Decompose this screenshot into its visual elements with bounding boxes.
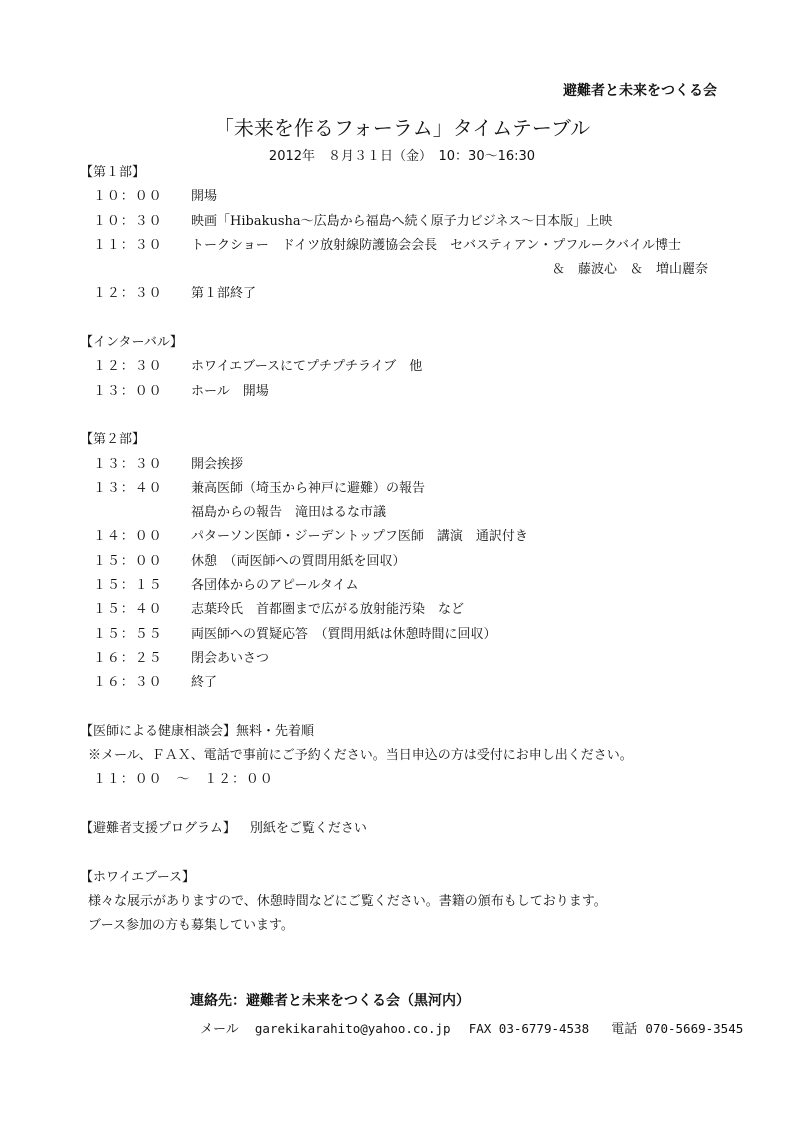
support-text: 別紙をご覧ください bbox=[249, 821, 367, 837]
schedule-row bbox=[80, 282, 760, 306]
schedule-text: 開場 bbox=[191, 189, 218, 205]
part1-heading: 【第１部】 bbox=[80, 165, 146, 180]
schedule-text: 各団体からのアピールタイム bbox=[191, 578, 359, 594]
schedule-text: 開会挨拶 bbox=[191, 456, 244, 472]
consult-time-row bbox=[80, 768, 760, 792]
spacer bbox=[80, 793, 760, 817]
schedule-row bbox=[80, 671, 760, 695]
schedule-row bbox=[80, 647, 760, 671]
foyer-line1: 様々な展示がありますので、休憩時間などにご覧ください。書籍の頒布もしております。 bbox=[88, 893, 607, 909]
schedule-row bbox=[80, 210, 760, 234]
schedule-text: 閉会あいさつ bbox=[191, 650, 270, 666]
timetable bbox=[80, 161, 760, 939]
schedule-text: ホール 開場 bbox=[191, 383, 269, 399]
fax-number: FAX 03-6779-4538 bbox=[468, 1021, 590, 1036]
consult-heading-row bbox=[80, 720, 760, 744]
part2-heading: 【第２部】 bbox=[80, 432, 146, 448]
schedule-row-continuation bbox=[80, 258, 760, 282]
schedule-time: １３：００ bbox=[93, 383, 163, 399]
schedule-row bbox=[80, 380, 760, 404]
schedule-time: １１：３０ bbox=[93, 237, 163, 253]
schedule-time: １５：５５ bbox=[93, 626, 163, 642]
schedule-text: ホワイエブースにてプチプチライブ 他 bbox=[191, 359, 423, 375]
schedule-time: １３：４０ bbox=[93, 480, 163, 496]
interval-heading: 【インターバル】 bbox=[80, 335, 183, 351]
tel-number: 070-5669-3545 bbox=[645, 1021, 744, 1036]
mail-label: メール bbox=[200, 1022, 239, 1037]
schedule-time: １２：３０ bbox=[93, 286, 163, 302]
schedule-row bbox=[80, 550, 760, 574]
schedule-text: パターソン医師・ジーデントップフ医師 講演 通訳付き bbox=[191, 529, 528, 545]
schedule-time: １５：４０ bbox=[93, 602, 163, 618]
schedule-time: １６：３０ bbox=[93, 675, 163, 691]
spacer bbox=[80, 841, 760, 865]
spacer bbox=[80, 696, 760, 720]
schedule-text: 休憩 （両医師への質問用紙を回収） bbox=[191, 553, 406, 569]
event-date: 2012年 ８月３１日（金） 10：30～16:30 bbox=[268, 149, 536, 164]
schedule-time: １０：３０ bbox=[93, 213, 163, 229]
schedule-text: 映画「Hibakusha～広島から福島へ続く原子力ビジネス～日本版」上映 bbox=[191, 213, 613, 229]
consult-note: ※メール、ＦＡＸ、電話で事前にご予約ください。当日申込の方は受付にお申し出ください。 bbox=[88, 748, 633, 764]
schedule-time: １５：００ bbox=[93, 553, 163, 569]
schedule-text: 兼高医師（埼玉から神戸に避難）の報告 bbox=[191, 480, 426, 496]
schedule-row bbox=[80, 453, 760, 477]
schedule-time: １２：３０ bbox=[93, 359, 163, 375]
schedule-row bbox=[80, 574, 760, 598]
schedule-row bbox=[80, 623, 760, 647]
schedule-time: １６：２５ bbox=[93, 650, 163, 666]
schedule-row bbox=[80, 525, 760, 549]
schedule-row bbox=[80, 598, 760, 622]
schedule-time: １３：３０ bbox=[93, 456, 163, 472]
schedule-row bbox=[80, 234, 760, 258]
schedule-text: 両医師への質疑応答 （質問用紙は休憩時間に回収） bbox=[191, 626, 497, 642]
consult-suffix: 無料・先着順 bbox=[236, 723, 315, 739]
guest-names: ＆ 藤波心 ＆ 増山麗奈 bbox=[552, 262, 709, 278]
mail-address[interactable]: garekikarahito@yahoo.co.jp bbox=[254, 1021, 451, 1036]
page-title: 「未来を作るフォーラム」タイムテーブル bbox=[213, 116, 591, 140]
schedule-row bbox=[80, 477, 760, 501]
consult-heading: 【医師による健康相談会】 bbox=[80, 723, 237, 739]
schedule-time: １４：００ bbox=[93, 529, 163, 545]
organization-name: 避難者と未来をつくる会 bbox=[563, 83, 717, 99]
foyer-line2: ブース参加の方も募集しています。 bbox=[88, 918, 294, 934]
schedule-time: １０：００ bbox=[93, 189, 163, 205]
schedule-text: 終了 bbox=[191, 675, 218, 691]
spacer bbox=[80, 404, 760, 428]
schedule-text: 第１部終了 bbox=[191, 286, 257, 302]
schedule-row bbox=[80, 355, 760, 379]
tel-label: 電話 bbox=[611, 1022, 638, 1037]
spacer bbox=[80, 307, 760, 331]
schedule-row bbox=[80, 185, 760, 209]
schedule-text: トークショー ドイツ放射線防護協会会長 セバスティアン・プフルークバイル博士 bbox=[191, 237, 681, 253]
consult-time: １１：００ ～ １２：００ bbox=[93, 772, 274, 788]
schedule-text: 志葉玲氏 首都圏まで広がる放射能汚染 など bbox=[191, 602, 465, 618]
contact-details bbox=[200, 1018, 743, 1037]
schedule-row bbox=[80, 501, 760, 525]
support-heading: 【避難者支援プログラム】 bbox=[80, 821, 236, 837]
schedule-time: １５：１５ bbox=[93, 578, 163, 594]
support-row bbox=[80, 817, 760, 841]
foyer-heading: 【ホワイエブース】 bbox=[80, 869, 196, 885]
schedule-text: 福島からの報告 滝田はるな市議 bbox=[191, 505, 387, 521]
contact-heading: 連絡先：避難者と未来をつくる会（黒河内） bbox=[190, 993, 470, 1009]
